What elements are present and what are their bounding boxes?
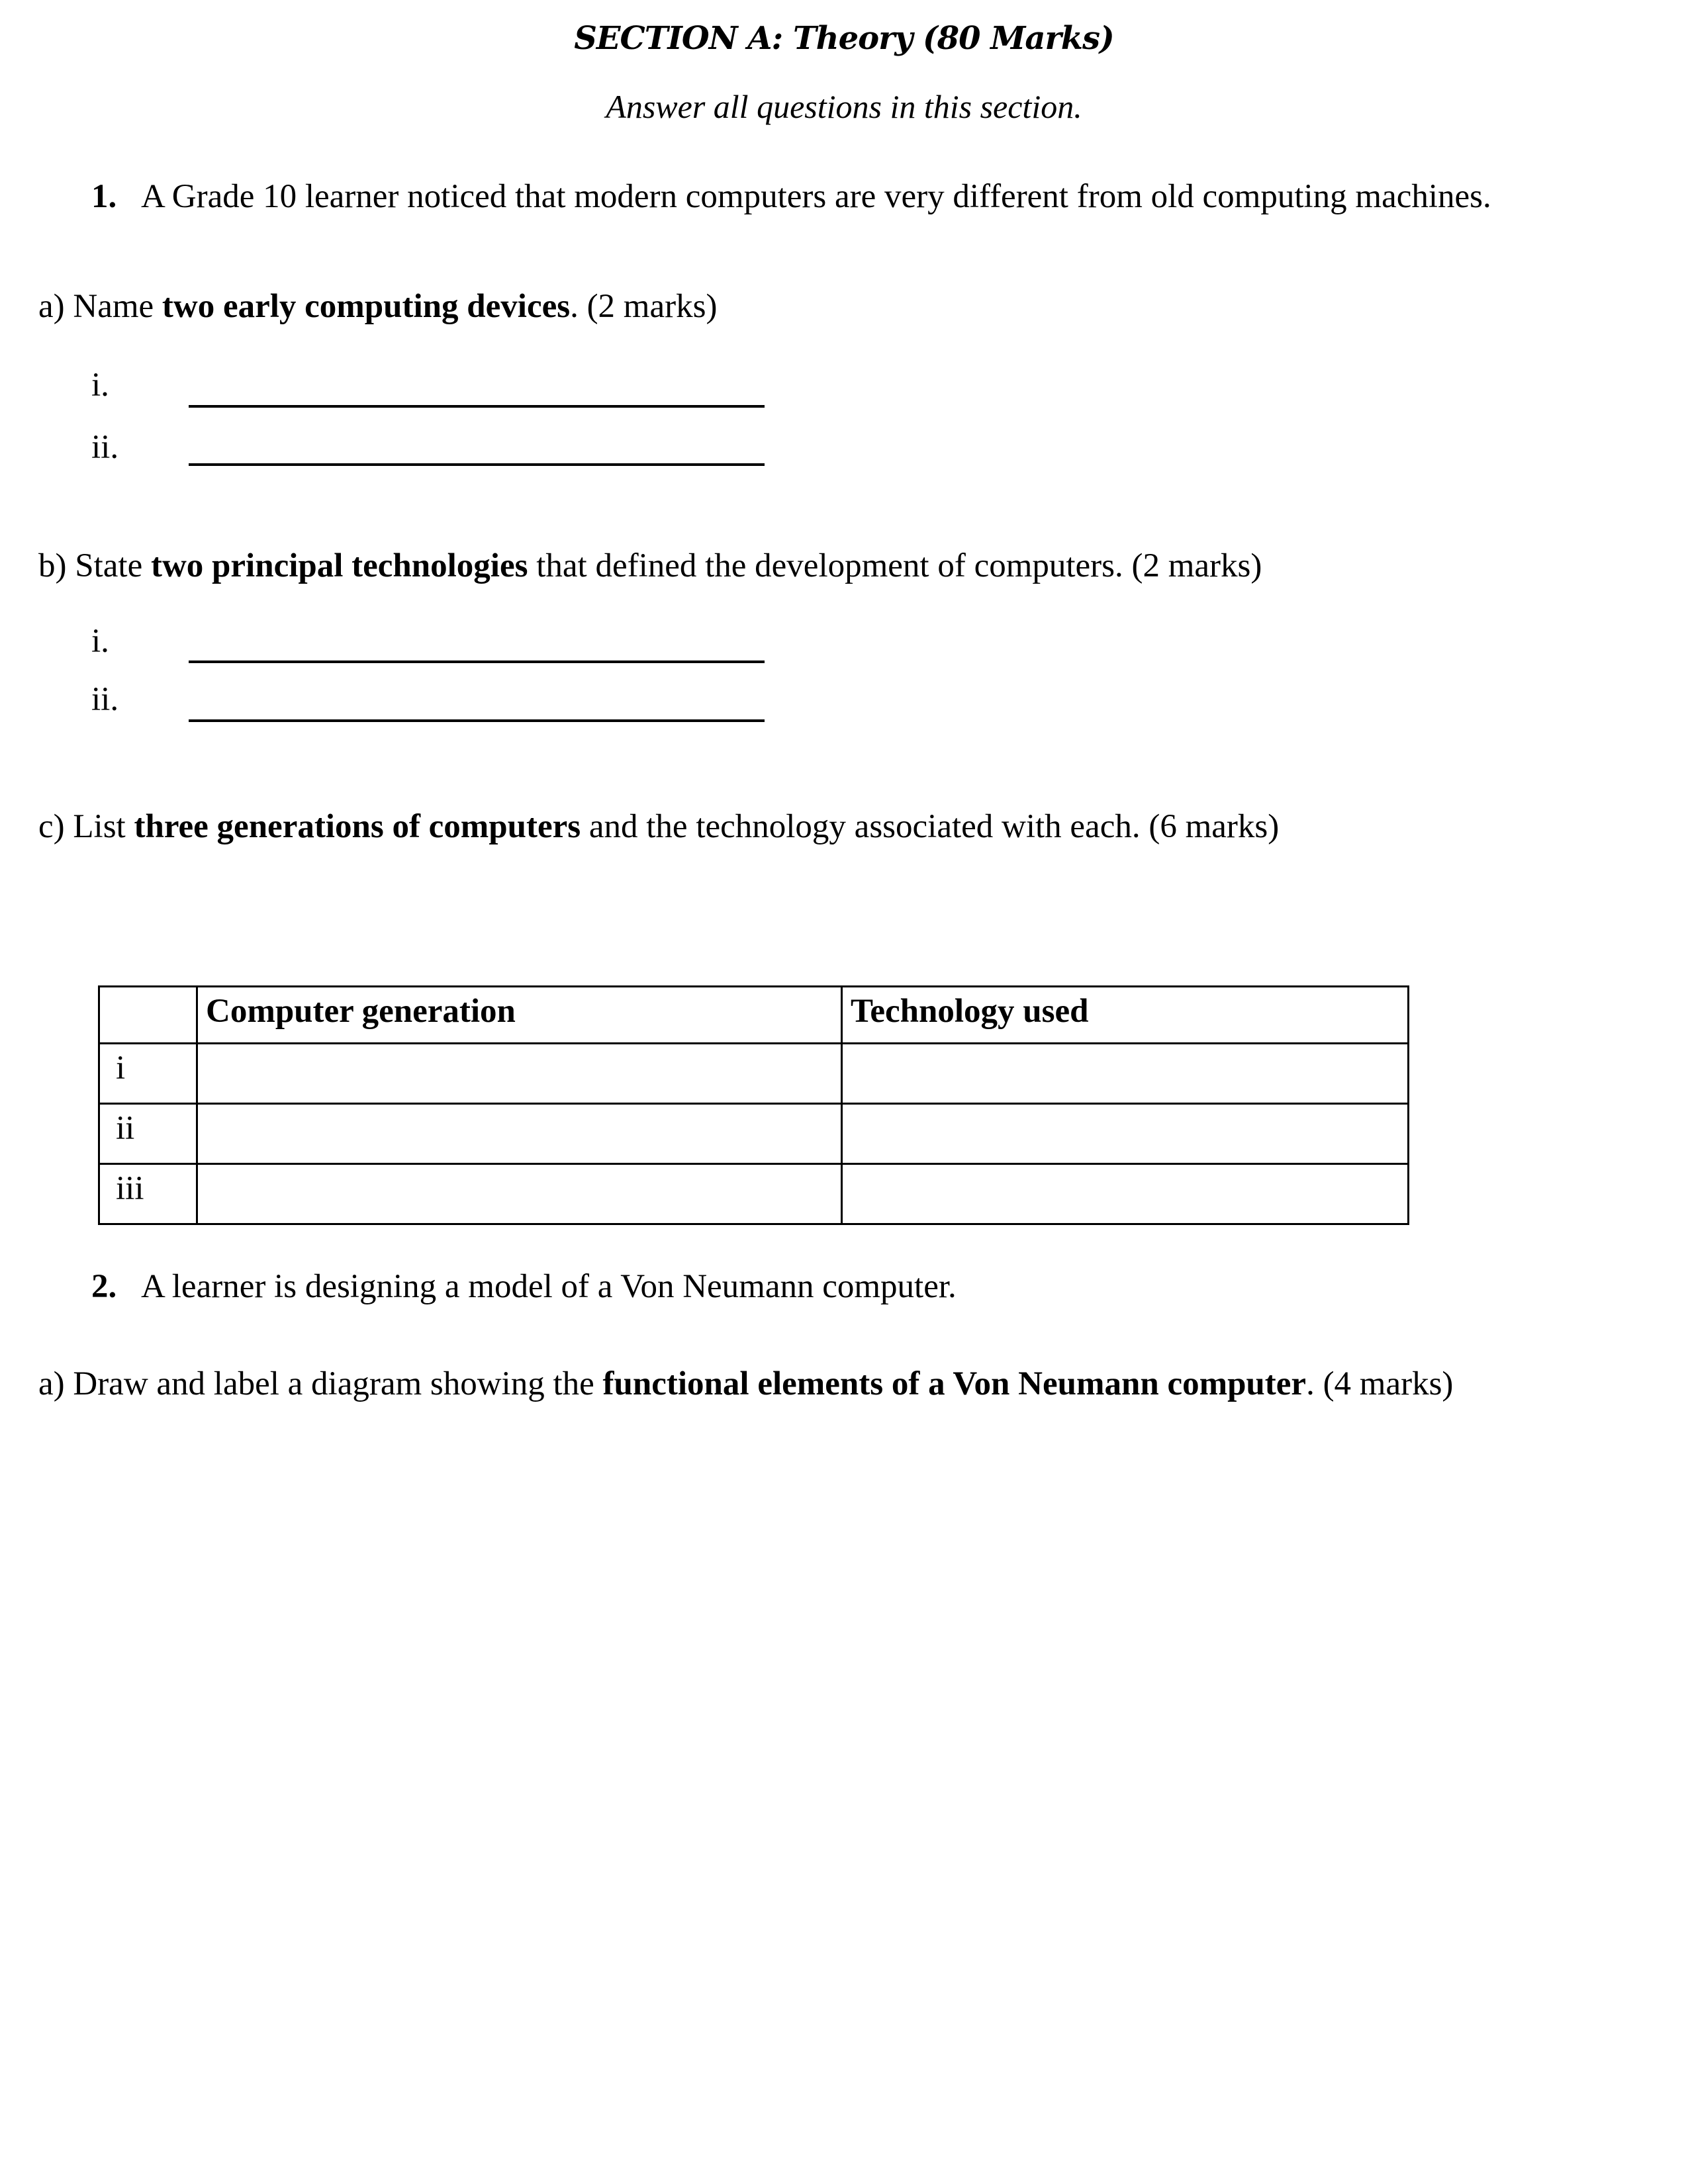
blank-1a-ii-label: ii. bbox=[91, 429, 119, 466]
table-row-iii-technology-cell bbox=[842, 1164, 1409, 1224]
question-1a bbox=[38, 286, 717, 327]
question-1b-prefix: b) State bbox=[38, 547, 151, 584]
table-row-i-technology-cell bbox=[842, 1044, 1409, 1104]
table-row-ii-technology-cell bbox=[842, 1104, 1409, 1164]
question-1a-suffix: . (2 marks) bbox=[570, 288, 718, 325]
question-2-text: A learner is designing a model of a Von Neumann computer. bbox=[141, 1268, 957, 1305]
question-1b bbox=[38, 545, 1262, 586]
table-row-i bbox=[99, 1044, 1409, 1104]
table-row-iii-generation-cell bbox=[197, 1164, 842, 1224]
question-2a-bold: functional elements of a Von Neumann computer bbox=[602, 1365, 1307, 1402]
table-header-computer-generation: Computer generation bbox=[197, 987, 842, 1044]
table-row-i-generation-cell bbox=[197, 1044, 842, 1104]
table-row-i-label: i bbox=[99, 1044, 197, 1104]
blank-1a-ii-line bbox=[189, 463, 765, 466]
question-1c-bold: three generations of computers bbox=[134, 808, 581, 845]
section-instruction: Answer all questions in this section. bbox=[606, 88, 1082, 125]
question-1a-prefix: a) Name bbox=[38, 288, 162, 325]
question-1c bbox=[38, 806, 1279, 847]
question-2a bbox=[38, 1363, 1453, 1404]
generations-table-header-row bbox=[99, 987, 1409, 1044]
question-1a-bold: two early computing devices bbox=[162, 288, 571, 325]
question-1-number: 1. bbox=[91, 178, 117, 215]
generations-table bbox=[98, 985, 1409, 1225]
blank-1b-i-line bbox=[189, 660, 765, 663]
blank-1a-i-label: i. bbox=[91, 367, 109, 404]
section-title: SECTION A: Theory (80 Marks) bbox=[574, 20, 1114, 57]
question-1b-suffix: that defined the development of computers. (2 marks) bbox=[528, 547, 1262, 584]
question-2-number: 2. bbox=[91, 1268, 117, 1305]
question-2 bbox=[91, 1266, 957, 1307]
question-1c-prefix: c) List bbox=[38, 808, 134, 845]
table-row-iii-label: iii bbox=[99, 1164, 197, 1224]
blank-1b-ii-label: ii. bbox=[91, 681, 119, 718]
table-header-technology-used: Technology used bbox=[842, 987, 1409, 1044]
blank-1b-ii-line bbox=[189, 719, 765, 722]
question-1 bbox=[91, 176, 1491, 217]
table-header-blank bbox=[99, 987, 197, 1044]
table-row-ii-generation-cell bbox=[197, 1104, 842, 1164]
question-1b-bold: two principal technologies bbox=[150, 547, 528, 584]
blank-1a-i-line bbox=[189, 405, 765, 408]
question-1-text: A Grade 10 learner noticed that modern computers are very different from old computing machines. bbox=[141, 178, 1491, 215]
table-row-ii bbox=[99, 1104, 1409, 1164]
question-2a-suffix: . (4 marks) bbox=[1306, 1365, 1454, 1402]
table-row-ii-label: ii bbox=[99, 1104, 197, 1164]
question-2a-prefix: a) Draw and label a diagram showing the bbox=[38, 1365, 603, 1402]
blank-1b-i-label: i. bbox=[91, 623, 109, 660]
table-row-iii bbox=[99, 1164, 1409, 1224]
question-1c-suffix: and the technology associated with each. (6 marks) bbox=[581, 808, 1280, 845]
